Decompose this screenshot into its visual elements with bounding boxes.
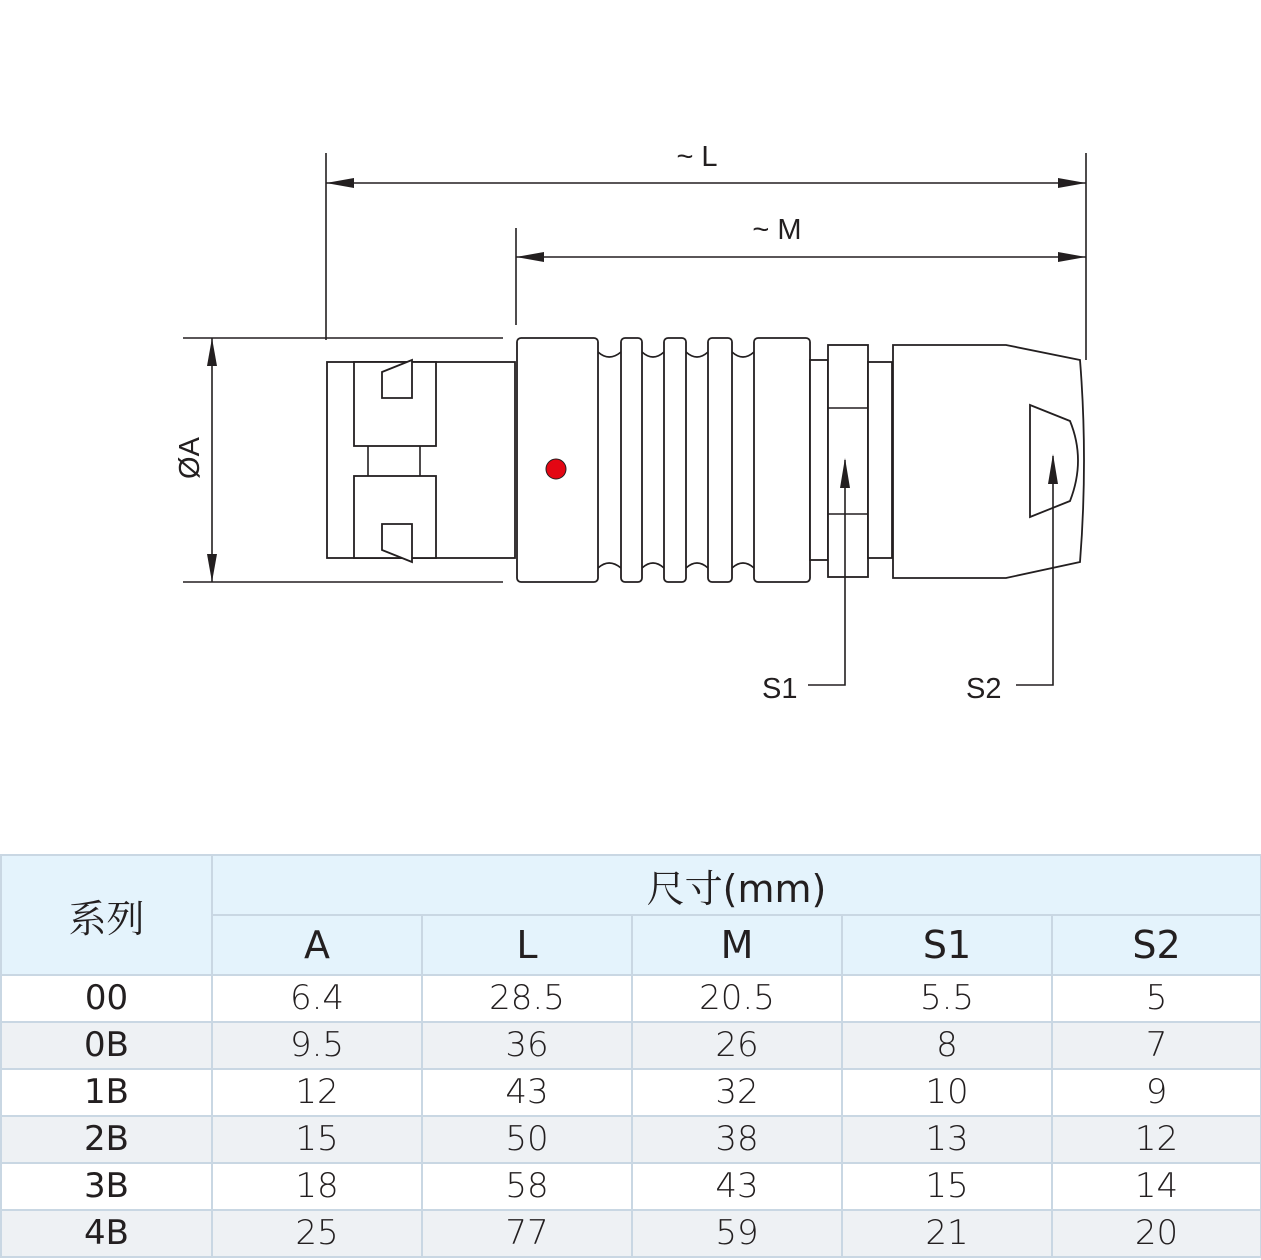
value-cell-m: 26 — [632, 1022, 842, 1069]
dimensions-header: 尺寸(mm) — [212, 855, 1261, 915]
series-cell: 00 — [1, 975, 212, 1022]
value-cell-l: 77 — [422, 1210, 632, 1257]
value-cell-m: 43 — [632, 1163, 842, 1210]
value-cell-a: 15 — [212, 1116, 422, 1163]
dimension-M — [516, 214, 1086, 325]
value-cell-m: 32 — [632, 1069, 842, 1116]
series-header: 系列 — [1, 855, 212, 975]
column-header-a: A — [212, 915, 422, 975]
value-cell-a: 25 — [212, 1210, 422, 1257]
value-cell-m: 20.5 — [632, 975, 842, 1022]
value-cell-m: 38 — [632, 1116, 842, 1163]
table-row — [1, 1116, 1261, 1163]
value-cell-l: 50 — [422, 1116, 632, 1163]
value-cell-s2: 9 — [1052, 1069, 1261, 1116]
table-row — [1, 975, 1261, 1022]
label-S1: S1 — [762, 673, 798, 705]
value-cell-s1: 15 — [842, 1163, 1052, 1210]
table-row — [1, 1022, 1261, 1069]
column-header-s2: S2 — [1052, 915, 1261, 975]
value-cell-s2: 5 — [1052, 975, 1261, 1022]
value-cell-s1: 21 — [842, 1210, 1052, 1257]
value-cell-l: 43 — [422, 1069, 632, 1116]
table-row — [1, 1069, 1261, 1116]
value-cell-s1: 13 — [842, 1116, 1052, 1163]
column-header-l: L — [422, 915, 632, 975]
dimension-table — [0, 854, 1261, 1258]
table-row — [1, 1210, 1261, 1257]
label-S2: S2 — [966, 673, 1002, 705]
series-cell: 4B — [1, 1210, 212, 1257]
value-cell-s2: 14 — [1052, 1163, 1261, 1210]
value-cell-s1: 5.5 — [842, 975, 1052, 1022]
value-cell-l: 28.5 — [422, 975, 632, 1022]
connector-body — [327, 338, 1084, 582]
value-cell-a: 6.4 — [212, 975, 422, 1022]
series-cell: 2B — [1, 1116, 212, 1163]
dim-M-label: ~ M — [752, 214, 802, 246]
red-marker-dot — [546, 459, 566, 479]
value-cell-m: 59 — [632, 1210, 842, 1257]
value-cell-l: 58 — [422, 1163, 632, 1210]
dimension-L — [326, 141, 1086, 360]
column-header-m: M — [632, 915, 842, 975]
value-cell-a: 9.5 — [212, 1022, 422, 1069]
value-cell-s2: 12 — [1052, 1116, 1261, 1163]
value-cell-a: 18 — [212, 1163, 422, 1210]
dim-L-label: ~ L — [676, 141, 718, 173]
series-cell: 0B — [1, 1022, 212, 1069]
series-cell: 1B — [1, 1069, 212, 1116]
column-header-s1: S1 — [842, 915, 1052, 975]
value-cell-l: 36 — [422, 1022, 632, 1069]
table-row — [1, 1163, 1261, 1210]
value-cell-s2: 7 — [1052, 1022, 1261, 1069]
value-cell-s1: 10 — [842, 1069, 1052, 1116]
series-cell: 3B — [1, 1163, 212, 1210]
dim-A-label: ØA — [174, 437, 206, 479]
value-cell-a: 12 — [212, 1069, 422, 1116]
value-cell-s1: 8 — [842, 1022, 1052, 1069]
value-cell-s2: 20 — [1052, 1210, 1261, 1257]
